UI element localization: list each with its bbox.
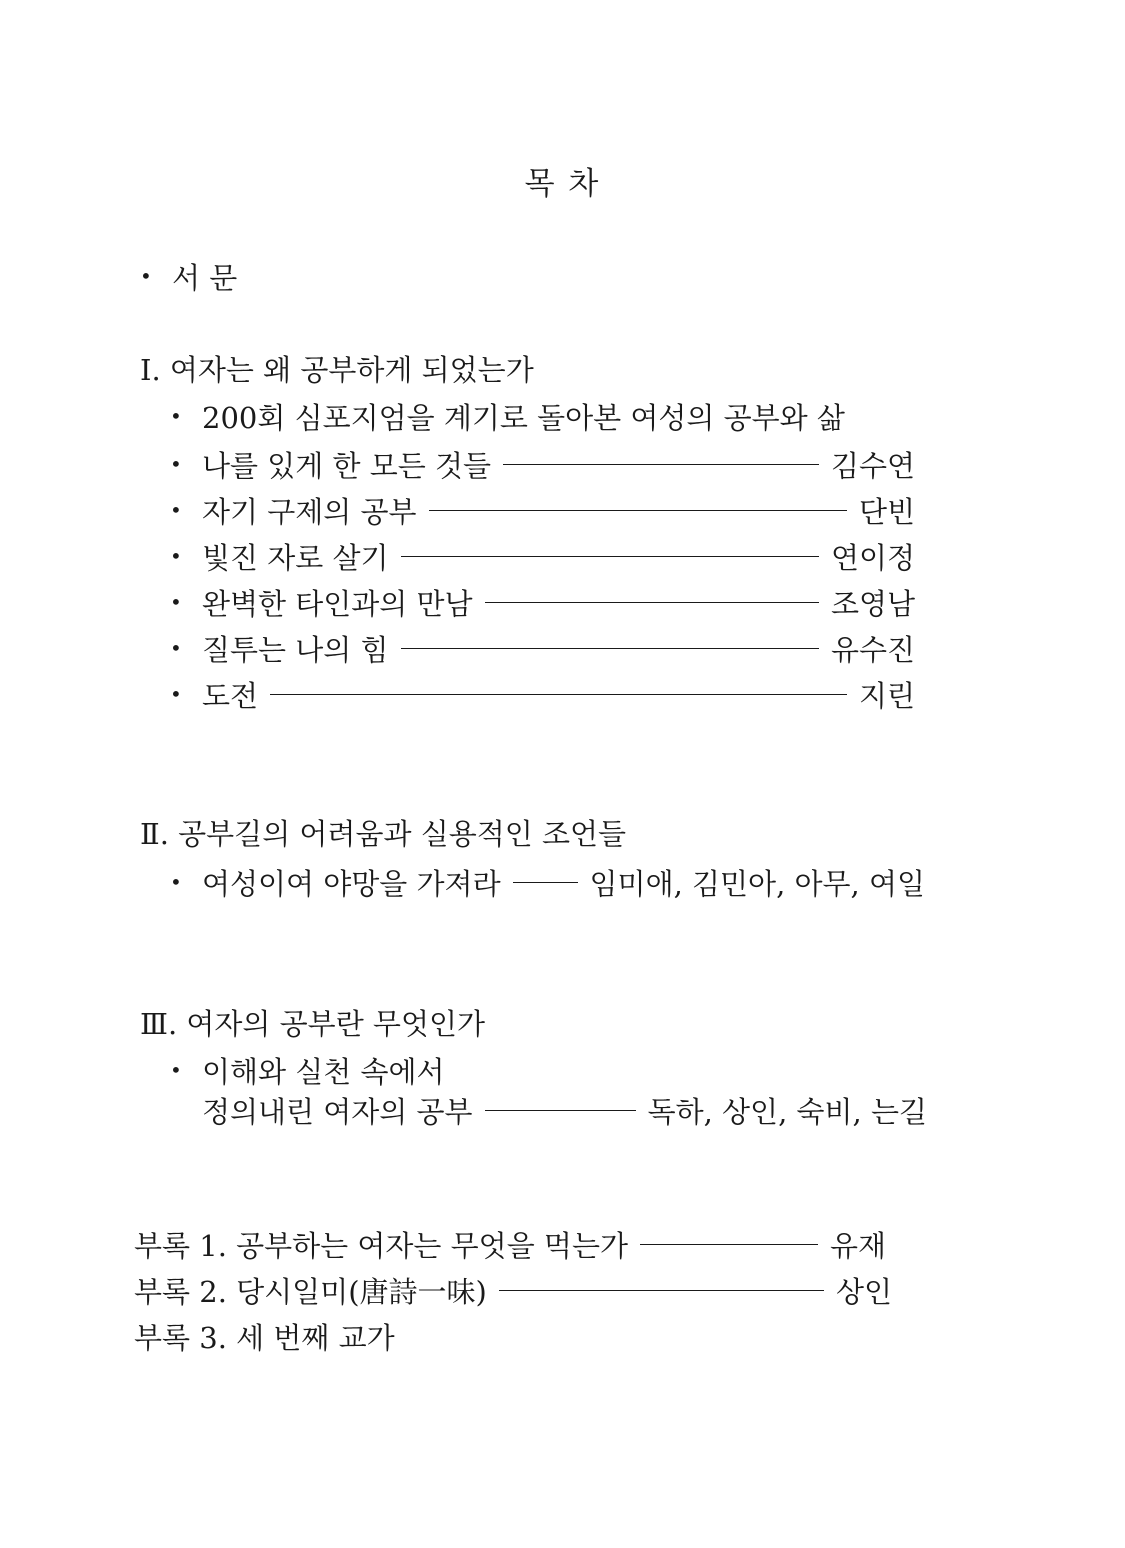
leader-line [270,694,847,695]
bullet-icon: • [170,498,182,522]
entry-title: 자기 구제의 공부 [202,494,417,529]
entry-title: 정의내린 여자의 공부 [202,1094,473,1129]
appendix-entry [134,1224,886,1264]
entry-title: 여성이여 야망을 가져라 [202,866,501,901]
entry-author: 연이정 [830,540,915,575]
entry-author: 유수진 [830,632,915,667]
leader-line [499,1290,824,1291]
toc-entry [170,862,925,902]
bullet-icon: • [170,590,182,614]
toc-entry [170,490,915,530]
toc-entry [170,1050,445,1090]
preface-entry [140,256,237,296]
leader-line [640,1244,818,1245]
entry-title: 질투는 나의 힘 [202,632,389,667]
leader-line [401,648,819,649]
bullet-icon: • [170,404,182,428]
entry-title: 빛진 자로 살기 [202,540,389,575]
appendix-title: 부록 2. 당시일미(唐詩一味) [134,1274,487,1309]
toc-entry [170,674,915,714]
toc-entry [170,396,845,436]
toc-entry [170,444,915,484]
entry-title: 200회 심포지엄을 계기로 돌아본 여성의 공부와 삶 [202,400,845,435]
preface-label: 서 문 [172,260,238,295]
bullet-icon: • [170,1058,182,1082]
entry-author: 독하, 상인, 숙비, 는길 [647,1094,927,1129]
leader-line [513,882,578,883]
entry-author: 유재 [829,1228,886,1263]
entry-author: 상인 [835,1274,892,1309]
entry-title: 완벽한 타인과의 만남 [202,586,473,621]
entry-author: 조영남 [830,586,915,621]
appendix-title: 부록 3. 세 번째 교가 [134,1320,395,1355]
appendix-title: 부록 1. 공부하는 여자는 무엇을 먹는가 [134,1228,628,1263]
leader-line [429,510,847,511]
bullet-icon: • [170,870,182,894]
leader-line [485,602,819,603]
appendix-entry [134,1270,892,1310]
bullet-icon: • [170,682,182,706]
entry-author: 지린 [858,678,915,713]
appendix-entry [134,1316,395,1356]
bullet-icon: • [140,264,152,288]
leader-line [503,464,819,465]
entry-title: 이해와 실천 속에서 [202,1054,445,1089]
entry-title: 나를 있게 한 모든 것들 [202,448,491,483]
entry-author: 단빈 [858,494,915,529]
bullet-icon: • [170,544,182,568]
toc-entry-continuation [202,1090,927,1130]
entry-author: 임미애, 김민아, 아무, 여일 [589,866,925,901]
entry-title: 도전 [202,678,259,713]
leader-line [485,1110,636,1111]
entry-author: 김수연 [830,448,915,483]
toc-entry [170,536,915,576]
leader-line [401,556,819,557]
section-heading: Ⅱ. 공부길의 어려움과 실용적인 조언들 [140,816,627,851]
section-heading: Ⅲ. 여자의 공부란 무엇인가 [140,1006,485,1041]
bullet-icon: • [170,636,182,660]
bullet-icon: • [170,452,182,476]
section-heading: Ⅰ. 여자는 왜 공부하게 되었는가 [140,352,534,387]
toc-entry [170,582,915,622]
toc-entry [170,628,915,668]
page-title: 목 차 [524,166,601,202]
